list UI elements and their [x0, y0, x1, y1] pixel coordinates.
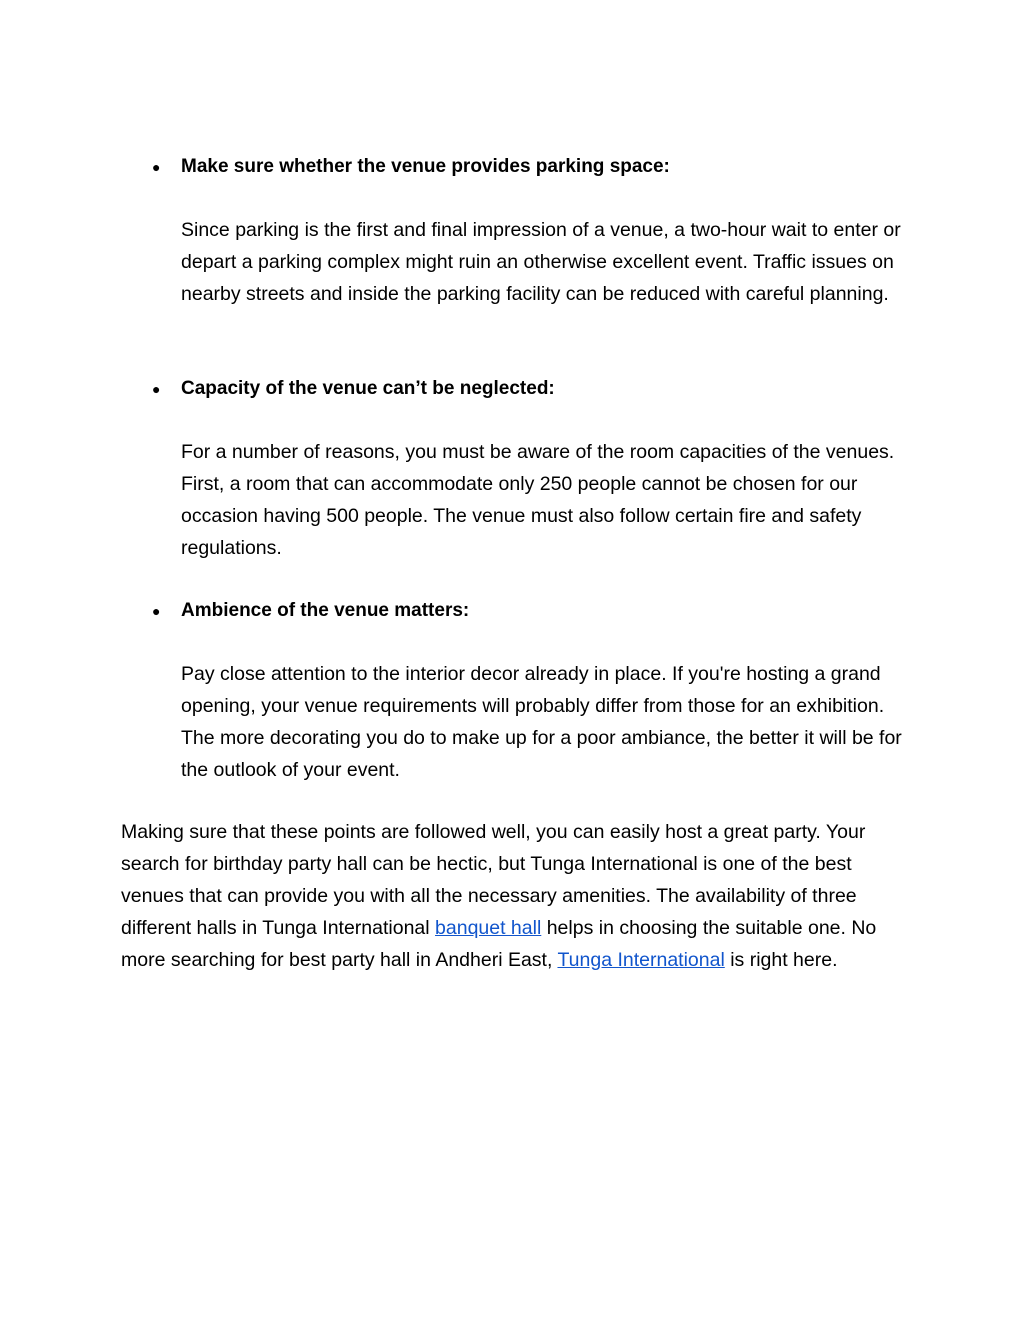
bullet-heading-ambience	[0, 595, 1024, 627]
bullet-title: Ambience of the venue matters:	[181, 600, 470, 621]
bullet-body-parking: Since parking is the first and final impression of a venue, a two-hour wait to enter or depart a parking complex might ruin an otherwise excellent event. Traffic issues on nearby streets and inside the parking facility can be reduced with careful planning.	[181, 219, 901, 305]
bullet-dot: ●	[152, 603, 161, 619]
bullet-title: Capacity of the venue can’t be neglected:	[181, 378, 555, 399]
bullet-body-ambience: Pay close attention to the interior decor already in place. If you're hosting a grand opening, your venue requirements will probably differ from those for an exhibition. The more decorating you do to make up for a poor ambiance, the better it will be for the outlook of your event.	[181, 663, 902, 781]
banquet-hall-link[interactable]: banquet hall	[435, 917, 542, 939]
bullet-dot: ●	[152, 159, 161, 175]
bullet-heading-parking	[0, 151, 1024, 183]
bullet-dot: ●	[152, 381, 161, 397]
bullet-heading-capacity	[0, 373, 1024, 405]
closing-paragraph	[121, 816, 911, 976]
bullet-body-capacity: For a number of reasons, you must be aware of the room capacities of the venues. First, a room that can accommodate only 250 people cannot be chosen for our occasion having 500 people. The venue must also follow certain fire and safety regulations.	[181, 441, 895, 559]
closing-text-1: Making sure that these points are followed well, you can easily host a great party. Your search for birthday party hall can be hectic, but Tunga International is one of the best venues that can provide you with all the necessary amenities. The availability of three different halls in Tunga International	[121, 821, 866, 939]
closing-text-3: is right here.	[724, 949, 838, 971]
closing-text-2: helps in choosing the suitable one. No more searching for best party hall in Andheri East,	[121, 917, 877, 971]
bullet-title: Make sure whether the venue provides parking space:	[181, 156, 670, 177]
tunga-international-link[interactable]: Tunga International	[557, 949, 725, 971]
